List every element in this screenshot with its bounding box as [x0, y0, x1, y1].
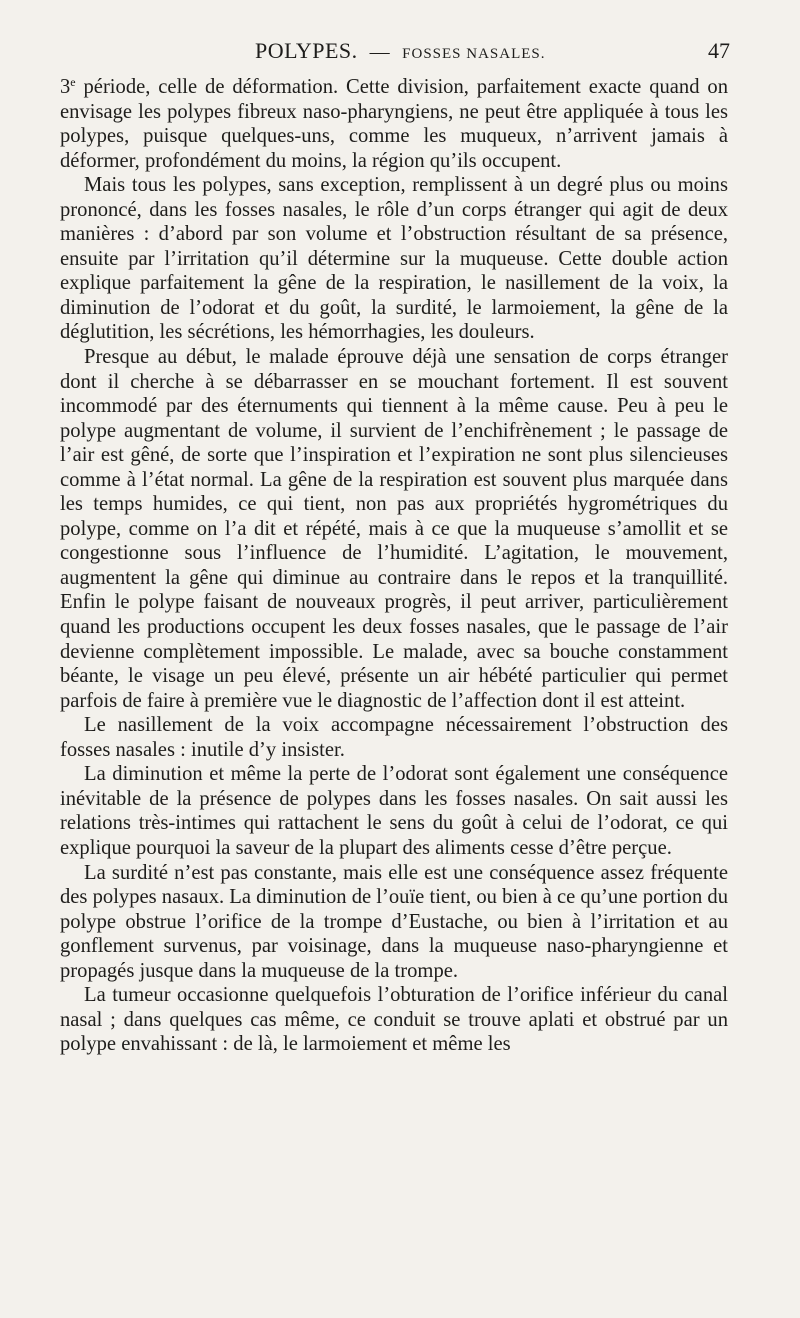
page-number: 47: [708, 38, 730, 63]
paragraph: La tumeur occasionne quelquefois l’obturation de l’orifice inférieur du canal nasal ; dans quelques cas même, ce conduit se trouve aplati et obstrué par un polype envahissant : de là, le larmoiement et même les: [60, 984, 728, 1056]
running-title: [255, 38, 546, 64]
paragraph-text: période, celle de déformation. Cette division, parfaitement exacte quand on envisage les polypes fibreux naso-pharyngiens, ne peut être appliquée à tous les polypes, puisque quelques-uns, comme les muqueux, n’arrivent jamais à déformer, profondément du moins, la région qu’ils occupent.: [60, 76, 728, 172]
running-title-dash: —: [369, 41, 391, 63]
running-head: [60, 38, 730, 68]
body-text: [60, 75, 728, 1057]
period-number: 3: [60, 76, 71, 98]
running-title-subtitle: FOSSES NASALES.: [402, 46, 546, 62]
paragraph: [60, 75, 728, 173]
paragraph: La diminution et même la perte de l’odorat sont également une conséquence inévitable de la présence de polypes dans les fosses nasales. On sait aussi les relations très-intimes qui rattachent le sens du goût à celui de l’odorat, ce qui explique pourquoi la saveur de la plupart des aliments cesse d’être perçue.: [60, 763, 728, 859]
paragraph: La surdité n’est pas constante, mais elle est une conséquence assez fréquente des polypes nasaux. La diminution de l’ouïe tient, ou bien à ce qu’une portion du polype obstrue l’orifice de la trompe d’Eustache, ou bien à l’irritation et au gonflement survenus, par voisinage, dans la muqueuse naso-pharyngienne et propagés jusque dans la muqueuse de la trompe.: [60, 861, 728, 982]
running-title-main: POLYPES.: [255, 38, 358, 63]
paragraph: Le nasillement de la voix accompagne nécessairement l’obstruction des fosses nasales : inutile d’y insister.: [60, 714, 728, 761]
paragraph: Mais tous les polypes, sans exception, remplissent à un degré plus ou moins prononcé, dans les fosses nasales, le rôle d’un corps étranger qui agit de deux manières : d’abord par son volume et l’obstruction résultant de sa présence, ensuite par l’irritation qu’il détermine sur la muqueuse. Cette double action explique parfaitement la gêne de la respiration, le nasillement de la voix, la diminution de l’odorat et du goût, la surdité, le larmoiement, la gêne de la déglutition, les sécrétions, les hémorrhagies, les douleurs.: [60, 174, 728, 344]
ordinal-superscript: e: [70, 75, 76, 89]
paragraph: Presque au début, le malade éprouve déjà une sensation de corps étranger dont il cherche à se débarrasser en se mouchant fortement. Il est souvent incommodé par des éternuments qui tiennent à la même cause. Peu à peu le polype augmentant de volume, il survient de l’enchifrènement ; le passage de l’air est gêné, de sorte que l’inspiration et l’expiration ne sont plus silencieuses comme à l’état normal. La gêne de la respiration est souvent plus marquée dans les temps humides, ce qui tient, non pas aux propriétés hygrométriques du polype, comme on l’a dit et répété, mais à ce que la muqueuse s’amollit et se congestionne sous l’influence de l’humidité. L’agitation, le mouvement, augmentent la gêne qui diminue au contraire dans le repos et la tranquillité. Enfin le polype faisant de nouveaux progrès, il peut arriver, particulièrement quand les productions occupent les deux fosses nasales, que le passage de l’air devienne complètement impossible. Le malade, avec sa bouche constamment béante, le visage un peu élevé, présente un air hébété particulier qui permet parfois de faire à première vue le diagnostic de l’affection dont il est atteint.: [60, 346, 728, 712]
